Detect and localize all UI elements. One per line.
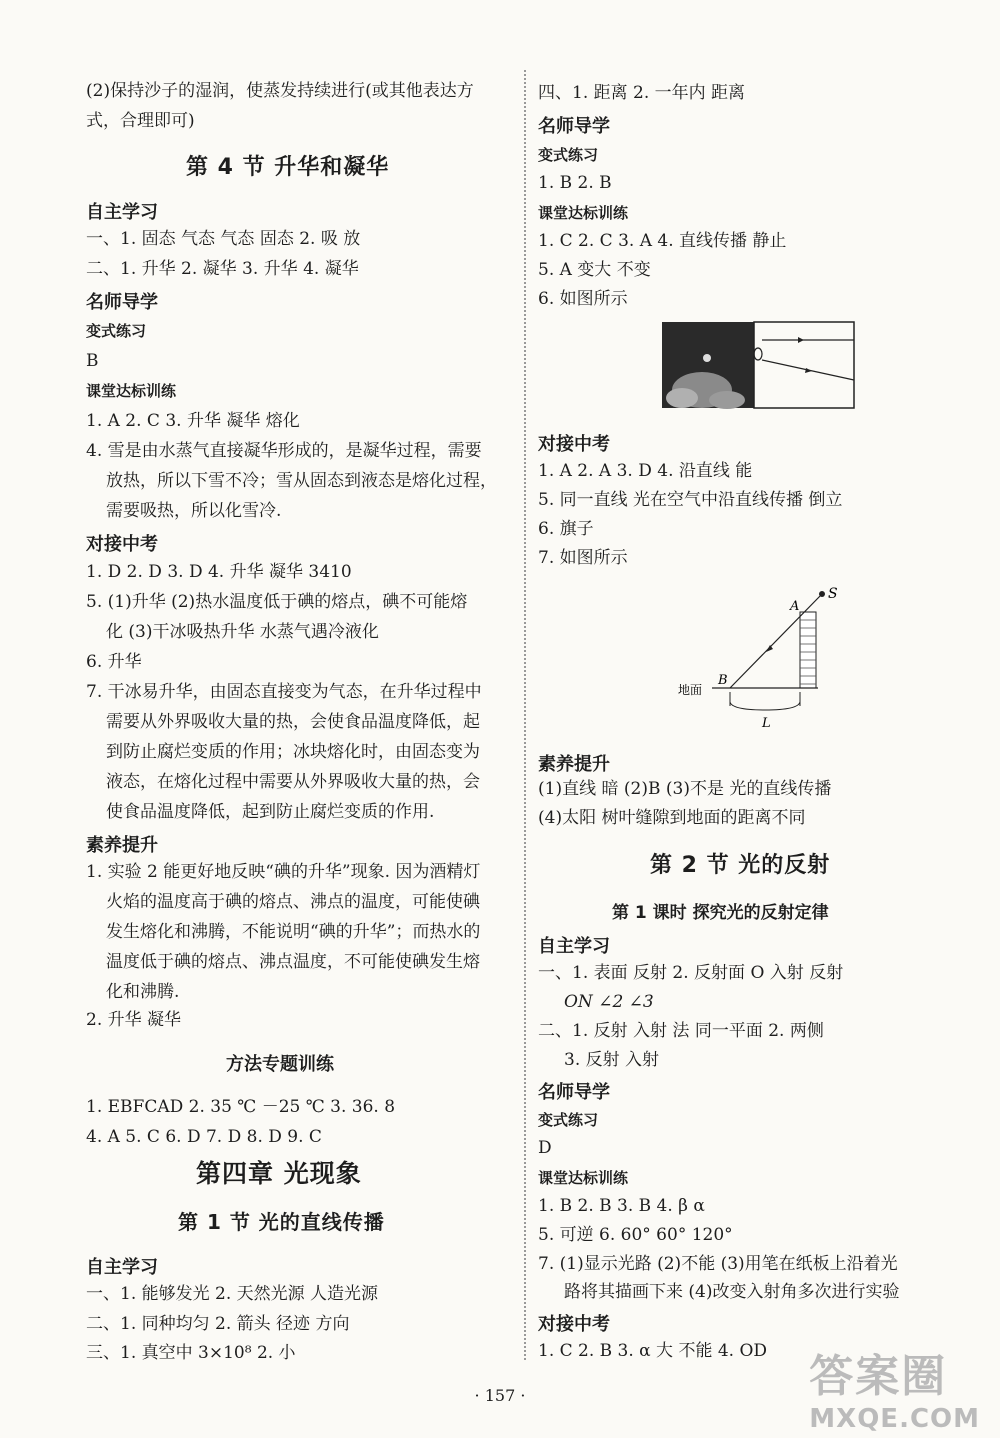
subheading: 课堂达标训练 xyxy=(86,382,177,400)
section-title: 第 1 节 光的直线传播 xyxy=(178,1210,385,1234)
text-line: 到防止腐烂变质的作用；冰块熔化时，由固态变为 xyxy=(106,742,480,762)
photo-object xyxy=(709,391,745,409)
heading: 名师导学 xyxy=(538,1082,610,1103)
text-line: D xyxy=(538,1138,552,1158)
text-line: 温度低于碘的熔点、沸点温度，不可能使碘发生熔 xyxy=(106,952,480,972)
label-b: B xyxy=(718,673,728,688)
text-line: 二、1. 反射 入射 法 同一平面 2. 两侧 xyxy=(538,1021,824,1041)
photo-light xyxy=(703,354,711,362)
text-line: 1. B 2. B xyxy=(538,173,612,193)
text-line: 化和沸腾. xyxy=(106,982,180,1002)
chapter-title: 第四章 光现象 xyxy=(196,1159,362,1188)
text-line: 1. B 2. B 3. B 4. β α xyxy=(538,1196,705,1216)
text-line: (4)太阳 树叶缝隙到地面的距离不同 xyxy=(538,808,806,828)
text-line: 5. A 变大 不变 xyxy=(538,260,651,280)
subheading: 变式练习 xyxy=(86,322,147,340)
text-line: 放热，所以下雪不冷；雪从固态到液态是熔化过程， xyxy=(106,471,497,491)
text-line: (2)保持沙子的湿润，使蒸发持续进行(或其他表达方 xyxy=(86,81,474,101)
subheading: 课堂达标训练 xyxy=(538,204,629,222)
label-s: S xyxy=(828,586,838,602)
text-line: 1. A 2. C 3. 升华 凝华 熔化 xyxy=(86,411,300,431)
text-line: 使食品温度降低，起到防止腐烂变质的作用. xyxy=(106,802,435,822)
text-line: B xyxy=(86,351,99,371)
text-line: 一、1. 固态 气态 气态 固态 2. 吸 放 xyxy=(86,229,361,249)
text-line: 发生熔化和沸腾，不能说明“碘的升华”；而热水的 xyxy=(106,922,481,942)
text-line: 1. EBFCAD 2. 35 ℃ －25 ℃ 3. 36. 8 xyxy=(86,1097,396,1117)
watermark-url: MXQE.COM xyxy=(809,1404,980,1434)
text-line: 4. A 5. C 6. D 7. D 8. D 9. C xyxy=(86,1127,322,1147)
label-l: L xyxy=(762,716,771,731)
text-line: 需要从外界吸收大量的热，会使食品温度降低，起 xyxy=(106,712,480,732)
text-line: 二、1. 升华 2. 凝华 3. 升华 4. 凝华 xyxy=(86,259,359,279)
text-line: 6. 旗子 xyxy=(538,519,594,539)
subheading: 变式练习 xyxy=(538,1111,599,1129)
text-line: 1. C 2. C 3. A 4. 直线传播 静止 xyxy=(538,231,787,251)
heading: 素养提升 xyxy=(86,835,158,856)
heading: 对接中考 xyxy=(538,434,610,455)
text-line: 式，合理即可) xyxy=(86,111,195,131)
section-title: 方法专题训练 xyxy=(226,1054,334,1075)
heading: 自主学习 xyxy=(538,936,610,957)
pinhole-icon xyxy=(754,348,762,360)
heading: 名师导学 xyxy=(538,116,610,137)
text-line: 三、1. 真空中 3×10⁸ 2. 小 xyxy=(86,1343,296,1363)
text-line: 5. (1)升华 (2)热水温度低于碘的熔点，碘不可能熔 xyxy=(86,592,468,612)
heading: 名师导学 xyxy=(86,292,158,313)
wall xyxy=(800,612,816,688)
page-number: · 157 · xyxy=(474,1386,526,1405)
text-line: 3. 反射 入射 xyxy=(564,1050,660,1070)
arrow-icon xyxy=(766,645,773,652)
text-line: 一、1. 表面 反射 2. 反射面 O 入射 反射 xyxy=(538,963,844,983)
text-line: 7. 如图所示 xyxy=(538,548,628,568)
text-line: 需要吸热，所以化雪冷. xyxy=(106,501,282,521)
pinhole-figure xyxy=(662,320,858,412)
column-divider xyxy=(524,70,526,1360)
screen-frame xyxy=(754,322,854,408)
text-line: 5. 同一直线 光在空气中沿直线传播 倒立 xyxy=(538,490,843,510)
arrow-icon xyxy=(805,368,812,373)
heading: 素养提升 xyxy=(538,754,610,775)
arrow-icon xyxy=(798,337,804,343)
text-line: 5. 可逆 6. 60° 60° 120° xyxy=(538,1225,733,1245)
text-line: 6. 如图所示 xyxy=(538,289,628,309)
heading: 自主学习 xyxy=(86,202,158,223)
text-line: ON ∠2 ∠3 xyxy=(564,992,654,1012)
text-line: 7. (1)显示光路 (2)不能 (3)用笔在纸板上沿着光 xyxy=(538,1254,898,1274)
text-line: (1)直线 暗 (2)B (3)不是 光的直线传播 xyxy=(538,779,832,799)
text-line: 四、1. 距离 2. 一年内 距离 xyxy=(538,83,746,103)
text-line: 1. D 2. D 3. D 4. 升华 凝华 3410 xyxy=(86,562,352,582)
text-line: 化 (3)干冰吸热升华 水蒸气遇冷液化 xyxy=(106,622,379,642)
text-line: 二、1. 同种均匀 2. 箭头 径迹 方向 xyxy=(86,1314,350,1334)
heading: 对接中考 xyxy=(86,534,158,555)
text-line: 1. C 2. B 3. α 大 不能 4. OD xyxy=(538,1341,768,1361)
lesson-title: 第 1 课时 探究光的反射定律 xyxy=(612,903,829,923)
text-line: 4. 雪是由水蒸气直接凝华形成的，是凝华过程，需要 xyxy=(86,441,482,461)
photo-object xyxy=(666,388,698,408)
watermark-title: 答案圈 xyxy=(809,1351,948,1402)
measure-brace xyxy=(730,702,800,710)
text-line: 7. 干冰易升华，由固态直接变为气态，在升华过程中 xyxy=(86,682,482,702)
text-line: 1. A 2. A 3. D 4. 沿直线 能 xyxy=(538,461,753,481)
text-line: 液态，在熔化过程中需要从外界吸收大量的热，会 xyxy=(106,772,480,792)
text-line: 6. 升华 xyxy=(86,652,142,672)
text-line: 火焰的温度高于碘的熔点、沸点的温度，可能使碘 xyxy=(106,892,480,912)
shadow-figure xyxy=(678,582,838,734)
text-line: 一、1. 能够发光 2. 天然光源 人造光源 xyxy=(86,1284,379,1304)
subheading: 课堂达标训练 xyxy=(538,1169,629,1187)
text-line: 1. 实验 2 能更好地反映“碘的升华”现象. 因为酒精灯 xyxy=(86,862,481,882)
text-line: 路将其描画下来 (4)改变入射角多次进行实验 xyxy=(564,1282,900,1302)
label-a: A xyxy=(790,599,800,614)
section-title: 第 4 节 升华和凝华 xyxy=(186,155,390,180)
section-title: 第 2 节 光的反射 xyxy=(650,853,831,878)
label-ground: 地面 xyxy=(678,683,703,697)
text-line: 2. 升华 凝华 xyxy=(86,1010,182,1030)
subheading: 变式练习 xyxy=(538,146,599,164)
heading: 自主学习 xyxy=(86,1257,158,1278)
watermark xyxy=(809,1340,980,1434)
heading: 对接中考 xyxy=(538,1314,610,1335)
light-source xyxy=(819,591,825,597)
